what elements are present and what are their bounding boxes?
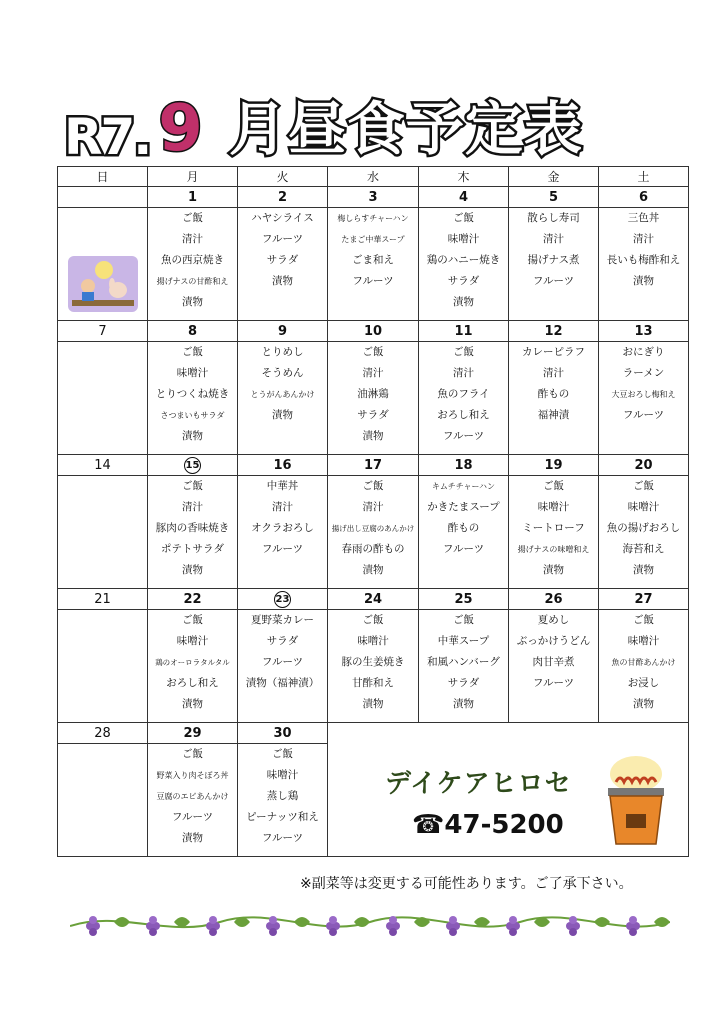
menu-cell (328, 208, 419, 321)
menu-cell (148, 476, 238, 589)
menu-item: サラダ (266, 635, 299, 647)
menu-item: 漬物 (182, 296, 203, 308)
date-cell (238, 589, 328, 610)
menu-item: おにぎり (622, 346, 665, 358)
weekday-4: 木 (419, 167, 509, 187)
menu-item: ご飯 (182, 614, 203, 626)
menu-item: フルーツ (622, 409, 665, 421)
menu-item: ラーメン (622, 367, 665, 379)
menu-item: 豚肉の香味焼き (155, 522, 230, 534)
menu-item: ハヤシライス (251, 212, 314, 224)
menu-row (58, 476, 689, 589)
date-cell: 1 (148, 187, 238, 208)
menu-item: 清汁 (362, 367, 384, 379)
menu-item: 鶏のハニー焼き (426, 254, 501, 266)
menu-cell (419, 476, 509, 589)
date-cell: 18 (419, 455, 509, 476)
menu-item: ご飯 (633, 480, 654, 492)
menu-item: 清汁 (453, 367, 474, 379)
menu-item: ご飯 (362, 346, 384, 358)
menu-item: ピーナッツ和え (246, 811, 319, 823)
date-cell: 29 (148, 723, 238, 744)
menu-item: お浸し (627, 677, 660, 689)
grape-vine-decoration (70, 902, 670, 942)
menu-cell (509, 476, 599, 589)
menu-item: ご飯 (543, 480, 564, 492)
menu-item: ご飯 (182, 346, 203, 358)
menu-item: 揚げナス煮 (527, 254, 580, 266)
menu-cell (419, 610, 509, 723)
menu-item: かきたまスープ (427, 501, 500, 513)
menu-cell (599, 208, 689, 321)
menu-item: フルーツ (261, 832, 304, 844)
menu-item: 味噌汁 (627, 635, 660, 647)
date-cell: 27 (599, 589, 689, 610)
menu-item: ミートローフ (522, 522, 585, 534)
menu-item: 中華丼 (266, 480, 299, 492)
date-cell: 21 (58, 589, 148, 610)
menu-item: 甘酢和え (352, 677, 394, 689)
date-cell: 7 (58, 321, 148, 342)
brand-name: デイケアヒロセ (385, 769, 572, 799)
menu-item: 漬物 (453, 698, 474, 710)
date-cell: 24 (328, 589, 419, 610)
menu-item: ポテトサラダ (161, 543, 224, 555)
date-cell: 4 (419, 187, 509, 208)
menu-item: フルーツ (532, 677, 575, 689)
menu-cell (238, 208, 328, 321)
menu-item: 肉甘辛煮 (532, 656, 575, 668)
menu-cell (238, 476, 328, 589)
menu-item: 長いも梅酢和え (606, 254, 681, 266)
menu-item: とりめし (261, 346, 304, 358)
menu-cell (148, 342, 238, 455)
weekday-6: 土 (599, 167, 689, 187)
menu-item: ご飯 (182, 212, 203, 224)
date-cell: 13 (599, 321, 689, 342)
menu-item: 漬物 (362, 430, 384, 442)
menu-item: 清汁 (182, 501, 203, 513)
menu-cell (509, 610, 599, 723)
date-cell: 10 (328, 321, 419, 342)
menu-item: 酢もの (537, 388, 570, 400)
date-cell: 28 (58, 723, 148, 744)
menu-item: サラダ (357, 409, 389, 421)
menu-item: 魚の西京焼き (161, 254, 224, 266)
weekday-5: 金 (509, 167, 599, 187)
holiday-date: 15 (184, 457, 201, 474)
title-reiwa: R7. (64, 108, 151, 166)
menu-row (58, 610, 689, 723)
menu-item: サラダ (447, 275, 480, 287)
menu-item: オクラおろし (251, 522, 314, 534)
date-cell: 12 (509, 321, 599, 342)
menu-item: おろし和え (437, 409, 490, 421)
menu-row (58, 342, 689, 455)
menu-item: ご飯 (453, 614, 474, 626)
menu-item: 味噌汁 (447, 233, 480, 245)
menu-item: フルーツ (261, 656, 304, 668)
menu-item: 豚の生姜焼き (341, 656, 405, 668)
menu-item: 漬物 (453, 296, 474, 308)
menu-item: キムチチャーハン (431, 482, 496, 491)
menu-item: 味噌汁 (266, 769, 299, 781)
menu-item: おろし和え (166, 677, 219, 689)
date-cell: 8 (148, 321, 238, 342)
menu-item: 揚げナスの甘酢和え (156, 277, 229, 286)
menu-cell (58, 208, 148, 321)
menu-cell (58, 476, 148, 589)
menu-item: 漬物 (633, 698, 654, 710)
menu-item: とうがんあんかけ (250, 390, 315, 399)
date-row (58, 723, 689, 744)
menu-item: 野菜入り肉そぼろ丼 (156, 771, 229, 780)
menu-cell (509, 208, 599, 321)
grill-illustration (598, 752, 674, 848)
date-cell: 30 (238, 723, 328, 744)
menu-item: 豆腐のエビあんかけ (156, 792, 229, 801)
date-cell: 3 (328, 187, 419, 208)
menu-item: フルーツ (171, 811, 214, 823)
menu-item: 味噌汁 (176, 635, 209, 647)
title-rest: 月昼食予定表 (228, 95, 583, 163)
menu-cell (599, 342, 689, 455)
moon-viewing-illustration (68, 256, 138, 312)
title-month: 9 (158, 92, 203, 166)
menu-item: 蒸し鶏 (266, 790, 299, 802)
menu-item: 清汁 (182, 233, 203, 245)
menu-item: フルーツ (352, 275, 394, 287)
date-cell (58, 187, 148, 208)
menu-item: 漬物 (633, 275, 654, 287)
menu-cell (58, 744, 148, 857)
menu-item: 漬物 (362, 698, 384, 710)
menu-item: 清汁 (272, 501, 293, 513)
date-cell: 20 (599, 455, 689, 476)
date-cell: 16 (238, 455, 328, 476)
page-title (64, 86, 583, 166)
menu-item: 魚の甘酢あんかけ (611, 658, 676, 667)
menu-item: フルーツ (532, 275, 575, 287)
menu-item: 散らし寿司 (527, 212, 580, 224)
menu-item: 揚げナスの味噌和え (517, 545, 590, 554)
menu-item: 油淋鶏 (357, 388, 389, 400)
menu-item: 味噌汁 (176, 367, 209, 379)
date-row (58, 187, 689, 208)
menu-item: 魚の揚げおろし (606, 522, 681, 534)
menu-item: 春雨の酢もの (341, 543, 405, 555)
menu-item: フルーツ (442, 543, 485, 555)
date-cell: 14 (58, 455, 148, 476)
menu-cell (328, 476, 419, 589)
menu-item: ぶっかけうどん (516, 635, 591, 647)
menu-item: 夏野菜カレー (251, 614, 314, 626)
date-cell: 19 (509, 455, 599, 476)
menu-item: 漬物 (633, 564, 654, 576)
menu-cell (148, 744, 238, 857)
menu-cell (58, 610, 148, 723)
menu-item: カレーピラフ (522, 346, 585, 358)
menu-cell (328, 610, 419, 723)
menu-item: 和風ハンバーグ (427, 656, 500, 668)
menu-item: 夏めし (537, 614, 570, 626)
menu-item: ごま和え (352, 254, 394, 266)
menu-cell (238, 744, 328, 857)
menu-item: 漬物 (182, 430, 203, 442)
date-cell: 11 (419, 321, 509, 342)
menu-item: フルーツ (261, 543, 304, 555)
menu-cell (238, 610, 328, 723)
menu-item: サラダ (266, 254, 299, 266)
date-row (58, 455, 689, 476)
menu-cell (148, 610, 238, 723)
menu-item: 漬物 (182, 698, 203, 710)
menu-item: サラダ (447, 677, 480, 689)
menu-cell (148, 208, 238, 321)
menu-item: とりつくね焼き (155, 388, 230, 400)
weekday-3: 水 (328, 167, 419, 187)
menu-item: 梅しらすチャーハン (337, 214, 409, 223)
menu-item: 清汁 (362, 501, 384, 513)
menu-cell (58, 342, 148, 455)
menu-item: 味噌汁 (537, 501, 570, 513)
menu-item: 鶏のオーロラタルタル (155, 658, 230, 667)
menu-item: 中華スープ (437, 635, 490, 647)
menu-item: たまご中華スープ (341, 235, 405, 244)
menu-item: そうめん (261, 367, 304, 379)
menu-row (58, 208, 689, 321)
menu-item: 清汁 (543, 233, 564, 245)
menu-item: 海苔和え (622, 543, 665, 555)
date-cell: 5 (509, 187, 599, 208)
menu-cell (599, 476, 689, 589)
date-row (58, 589, 689, 610)
date-row (58, 321, 689, 342)
date-cell: 17 (328, 455, 419, 476)
menu-item: 清汁 (543, 367, 564, 379)
menu-cell (328, 342, 419, 455)
weekday-0: 日 (58, 167, 148, 187)
date-cell (148, 455, 238, 476)
menu-item: 漬物 (543, 564, 564, 576)
holiday-date: 23 (274, 591, 291, 608)
menu-item: フルーツ (261, 233, 304, 245)
lunch-calendar (57, 166, 689, 857)
menu-item: 漬物 (362, 564, 384, 576)
menu-item: さつまいもサラダ (160, 411, 225, 420)
menu-item: ご飯 (362, 614, 384, 626)
menu-item: 漬物 (182, 564, 203, 576)
menu-item: 味噌汁 (357, 635, 389, 647)
date-cell: 6 (599, 187, 689, 208)
menu-item: ご飯 (453, 212, 474, 224)
menu-cell (238, 342, 328, 455)
menu-item: ご飯 (362, 480, 384, 492)
menu-item: 清汁 (633, 233, 654, 245)
menu-item: ご飯 (453, 346, 474, 358)
menu-item: ご飯 (182, 748, 203, 760)
menu-item: 酢もの (447, 522, 480, 534)
menu-item: 漬物 (272, 409, 293, 421)
menu-item: ご飯 (182, 480, 203, 492)
logo-area-top (328, 723, 689, 744)
menu-cell (419, 208, 509, 321)
menu-item: 揚げ出し豆腐のあんかけ (331, 524, 415, 533)
menu-cell (509, 342, 599, 455)
footnote: ※副菜等は変更する可能性あります。ご了承下さい。 (300, 876, 633, 892)
menu-item: 味噌汁 (627, 501, 660, 513)
menu-item: 福神漬 (537, 409, 570, 421)
date-cell: 9 (238, 321, 328, 342)
menu-item: 漬物（福神漬） (245, 677, 320, 689)
menu-item: 漬物 (182, 832, 203, 844)
menu-item: ご飯 (633, 614, 654, 626)
menu-item: 三色丼 (627, 212, 660, 224)
menu-item: 漬物 (272, 275, 293, 287)
date-cell: 2 (238, 187, 328, 208)
menu-item: 魚のフライ (437, 388, 490, 400)
menu-item: ご飯 (272, 748, 293, 760)
menu-row (58, 744, 689, 857)
menu-cell (419, 342, 509, 455)
menu-cell (599, 610, 689, 723)
date-cell: 26 (509, 589, 599, 610)
phone-number: ☎47-5200 (412, 810, 564, 840)
menu-item: フルーツ (442, 430, 485, 442)
weekday-header (58, 167, 689, 187)
date-cell: 22 (148, 589, 238, 610)
weekday-1: 月 (148, 167, 238, 187)
menu-item: 大豆おろし梅和え (611, 390, 676, 399)
weekday-2: 火 (238, 167, 328, 187)
date-cell: 25 (419, 589, 509, 610)
